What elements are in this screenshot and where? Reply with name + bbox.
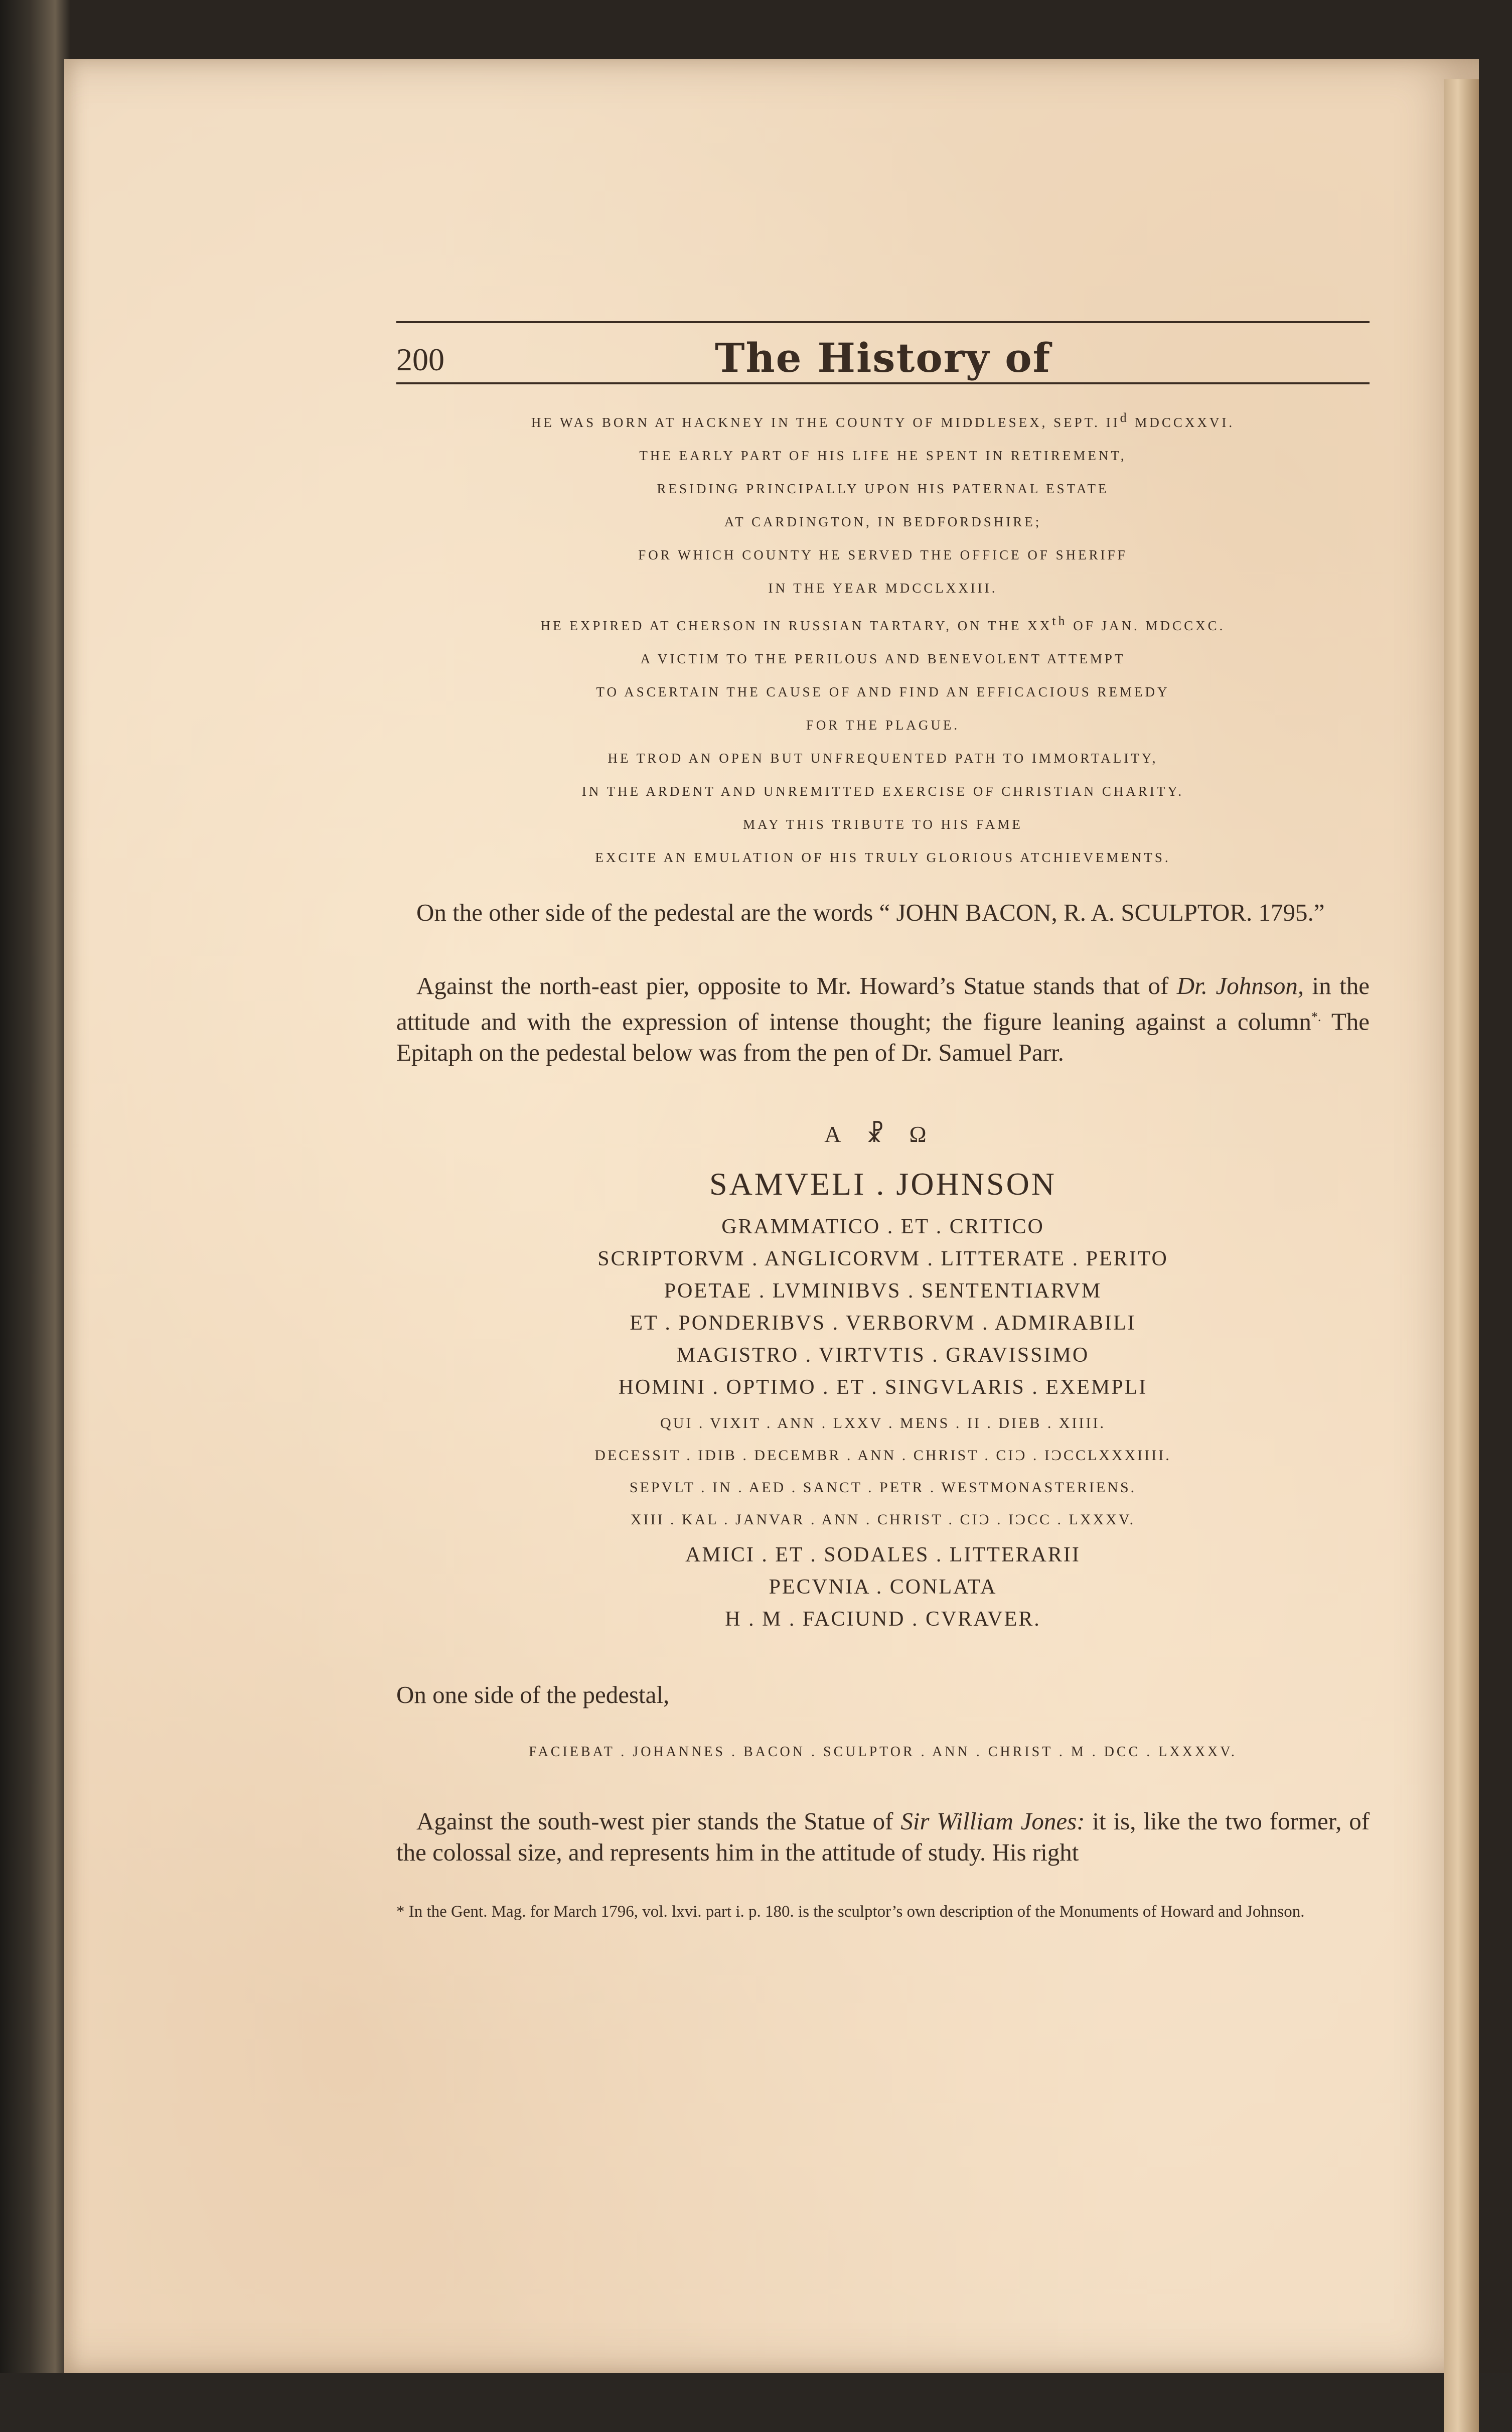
epitaph-small-lines [396, 1407, 1370, 1536]
epitaph-large-lines [396, 1211, 1370, 1403]
inscription-line: HE TROD AN OPEN BUT UNFREQUENTED PATH TO IMMORTALITY, [608, 751, 1158, 766]
epitaph-line: MAGISTRO . VIRTVTIS . GRAVISSIMO [676, 1344, 1090, 1367]
inscription-line: A VICTIM TO THE PERILOUS AND BENEVOLENT ATTEMPT [640, 651, 1126, 666]
page-edge [1444, 79, 1479, 2432]
epitaph-date-line: XIII . KAL . JANVAR . ANN . CHRIST . CIƆ . IƆCC . LXXXV. [630, 1511, 1136, 1528]
inscription-line: THE EARLY PART OF HIS LIFE HE SPENT IN RETIREMENT, [639, 448, 1127, 463]
pedestal-words-paragraph: On the other side of the pedestal are the words “ JOHN BACON, R. A. SCULPTOR. 1795.” [416, 899, 1325, 926]
inscription-line: MAY THIS TRIBUTE TO HIS FAME [743, 817, 1023, 832]
omega-symbol: Ω [909, 1121, 942, 1148]
inscription-line: FOR THE PLAGUE. [806, 718, 960, 733]
page-number: 200 [396, 342, 444, 377]
inscription-line: FOR WHICH COUNTY HE SERVED THE OFFICE OF SHERIFF [638, 547, 1128, 562]
inscription-line: HE EXPIRED AT CHERSON IN RUSSIAN TARTARY, ON THE XXth OF JAN. MDCCXC. [540, 614, 1226, 633]
footnote: * In the Gent. Mag. for March 1796, vol. lxvi. part i. p. 180. is the sculptor’s own description of the Monuments of Howard and Johnson. [396, 1903, 1305, 1921]
inscription-line: IN THE ARDENT AND UNREMITTED EXERCISE OF CHRISTIAN CHARITY. [581, 784, 1184, 799]
inscription-line: RESIDING PRINCIPALLY UPON HIS PATERNAL ESTATE [657, 481, 1109, 496]
inscription-line: AT CARDINGTON, IN BEDFORDSHIRE; [724, 514, 1042, 529]
page-content [396, 321, 1370, 1940]
epitaph-closing-lines [396, 1539, 1370, 1635]
epitaph-date-line: QUI . VIXIT . ANN . LXXV . MENS . II . DIEB . XIIII. [660, 1415, 1106, 1432]
howard-inscription [396, 401, 1370, 874]
epitaph-date-line: DECESSIT . IDIB . DECEMBR . ANN . CHRIST . CIƆ . IƆCCLXXXIIII. [594, 1447, 1171, 1464]
epitaph-line: HOMINI . OPTIMO . ET . SINGVLARIS . EXEMPLI [618, 1376, 1148, 1399]
epitaph-line: PECVNIA . CONLATA [769, 1576, 997, 1599]
epitaph-line: AMICI . ET . SODALES . LITTERARII [685, 1543, 1081, 1567]
chi-rho-icon: ☧ [866, 1121, 899, 1148]
inscription-line: IN THE YEAR MDCCLXXIII. [768, 581, 998, 596]
inscription-line: HE WAS BORN AT HACKNEY IN THE COUNTY OF MIDDLESEX, SEPT. IId MDCCXXVI. [531, 410, 1235, 430]
johnson-statue-paragraph: Against the north-east pier, opposite to Mr. Howard’s Statue stands that of Dr. Johnson, in the attitude and with the expression of intense thought; the figure leaning against a column*. The Epitaph on the pedestal below was from the pen of Dr. Samuel Parr. [396, 972, 1370, 1067]
sculptor-inscription: FACIEBAT . JOHANNES . BACON . SCULPTOR . ANN . CHRIST . M . DCC . LXXXXV. [529, 1744, 1237, 1760]
jones-statue-paragraph: Against the south-west pier stands the Statue of Sir William Jones: it is, like the two former, of the colossal size, and represents him in the attitude of study. His right [396, 1807, 1370, 1867]
alpha-symbol: Α [824, 1121, 856, 1148]
epitaph-date-line: SEPVLT . IN . AED . SANCT . PETR . WESTMONASTERIENS. [629, 1479, 1137, 1496]
page-header [396, 323, 1370, 384]
epitaph-title: SAMVELI . JOHNSON [709, 1166, 1057, 1202]
one-side-paragraph: On one side of the pedestal, [396, 1681, 670, 1709]
running-head: The History of [714, 334, 1051, 381]
epitaph-line: SCRIPTORVM . ANGLICORVM . LITTERATE . PERITO [597, 1247, 1168, 1271]
epitaph-line: H . M . FACIUND . CVRAVER. [725, 1608, 1041, 1631]
inscription-line: TO ASCERTAIN THE CAUSE OF AND FIND AN EFFICACIOUS REMEDY [596, 684, 1170, 699]
alpha-chirho-omega [396, 1120, 1370, 1149]
epitaph-line: POETAE . LVMINIBVS . SENTENTIARVM [664, 1279, 1102, 1303]
inscription-line: EXCITE AN EMULATION OF HIS TRULY GLORIOUS ATCHIEVEMENTS. [595, 850, 1171, 865]
epitaph-line: ET . PONDERIBVS . VERBORVM . ADMIRABILI [630, 1312, 1136, 1335]
epitaph-line: GRAMMATICO . ET . CRITICO [721, 1215, 1044, 1239]
